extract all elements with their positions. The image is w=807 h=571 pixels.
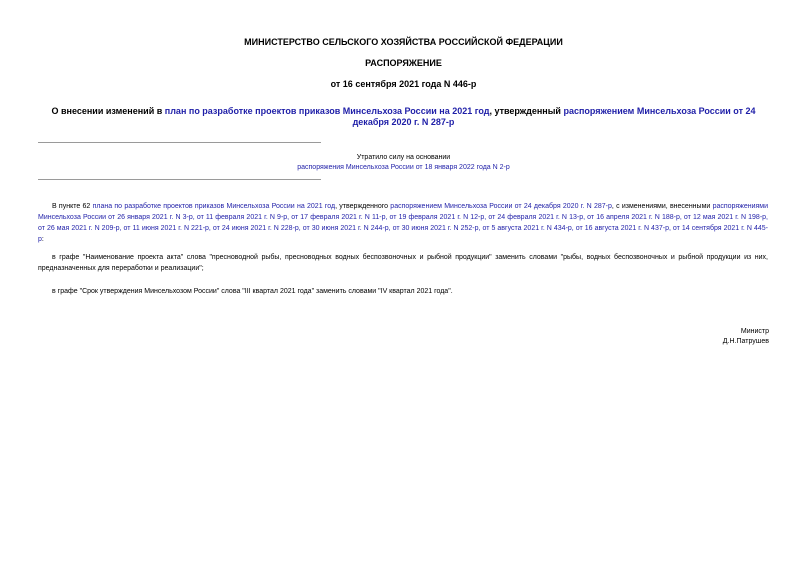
p1-amended: , с изменениями, внесенными <box>611 203 713 210</box>
signature-block <box>723 327 769 347</box>
divider-bottom <box>38 179 321 180</box>
divider-top <box>38 142 321 143</box>
repeal-note-link[interactable]: распоряжения Минсельхоза России от 18 января 2022 года N 2-р <box>297 164 510 171</box>
paragraph-name-change: в графе "Наименование проекта акта" слова "пресноводной рыбы, пресноводных водных беспозвоночных и рыбной продукции" заменить словами "рыбы, водных беспозвоночных и рыбной продукции из них, предназначенных для переработки и реализации"; <box>38 254 768 272</box>
repeal-note-text: Утратило силу на основании <box>356 154 451 161</box>
p1-amendments-link[interactable]: распоряжениями Минсельхоза России от 26 января 2021 г. N 3-р, от 11 февраля 2021 г. N 9-р, от 17 февраля 2021 г. N 11-р, от 19 февраля 2021 г. N 12-р, от 24 февраля 2021 г. N 13-р, от 16 апреля 2021 г. N 188-р, от 12 мая 2021 г. N 198-р, от 26 мая 2021 г. N 209-р, от 11 июня 2021 г. N 221-р, от 24 июня 2021 г. N 228-р, от 30 июня 2021 г. N 244-р, от 30 июня 2021 г. N 252-р, от 5 августа 2021 г. N 434-р, от 16 августа 2021 г. N 437-р, от 14 сентября 2021 г. N 445-р <box>38 203 769 243</box>
signature-position: Министр <box>740 328 769 335</box>
document-title <box>50 106 757 128</box>
paragraph-deadline-change: в графе "Срок утверждения Минсельхозом России" слова "III квартал 2021 года" заменить словами "IV квартал 2021 года". <box>52 288 453 295</box>
title-middle: , утвержденный <box>489 106 564 116</box>
p1-colon: : <box>41 236 44 243</box>
repeal-note <box>0 153 807 173</box>
ministry-name: МИНИСТЕРСТВО СЕЛЬСКОГО ХОЗЯЙСТВА РОССИЙСКОЙ ФЕДЕРАЦИИ <box>244 37 563 47</box>
p1-order-link[interactable]: распоряжением Минсельхоза России от 24 декабря 2020 г. N 287-р <box>390 203 612 210</box>
title-order-link[interactable]: распоряжением Минсельхоза России от 24 декабря 2020 г. N 287-р <box>352 106 756 127</box>
p1-approved: , утвержденного <box>335 203 391 210</box>
p1-plan-link[interactable]: плана по разработке проектов приказов Минсельхоза России на 2021 год <box>92 203 336 210</box>
paragraph-main <box>38 201 768 245</box>
document-date-number: от 16 сентября 2021 года N 446-р <box>330 79 477 89</box>
document-type: РАСПОРЯЖЕНИЕ <box>365 58 442 68</box>
title-plan-link[interactable]: план по разработке проектов приказов Минсельхоза России на 2021 год <box>164 106 490 116</box>
title-prefix: О внесении изменений в <box>51 106 165 116</box>
signature-name: Д.Н.Патрушев <box>722 338 769 345</box>
p1-intro: В пункте 62 <box>52 203 93 210</box>
